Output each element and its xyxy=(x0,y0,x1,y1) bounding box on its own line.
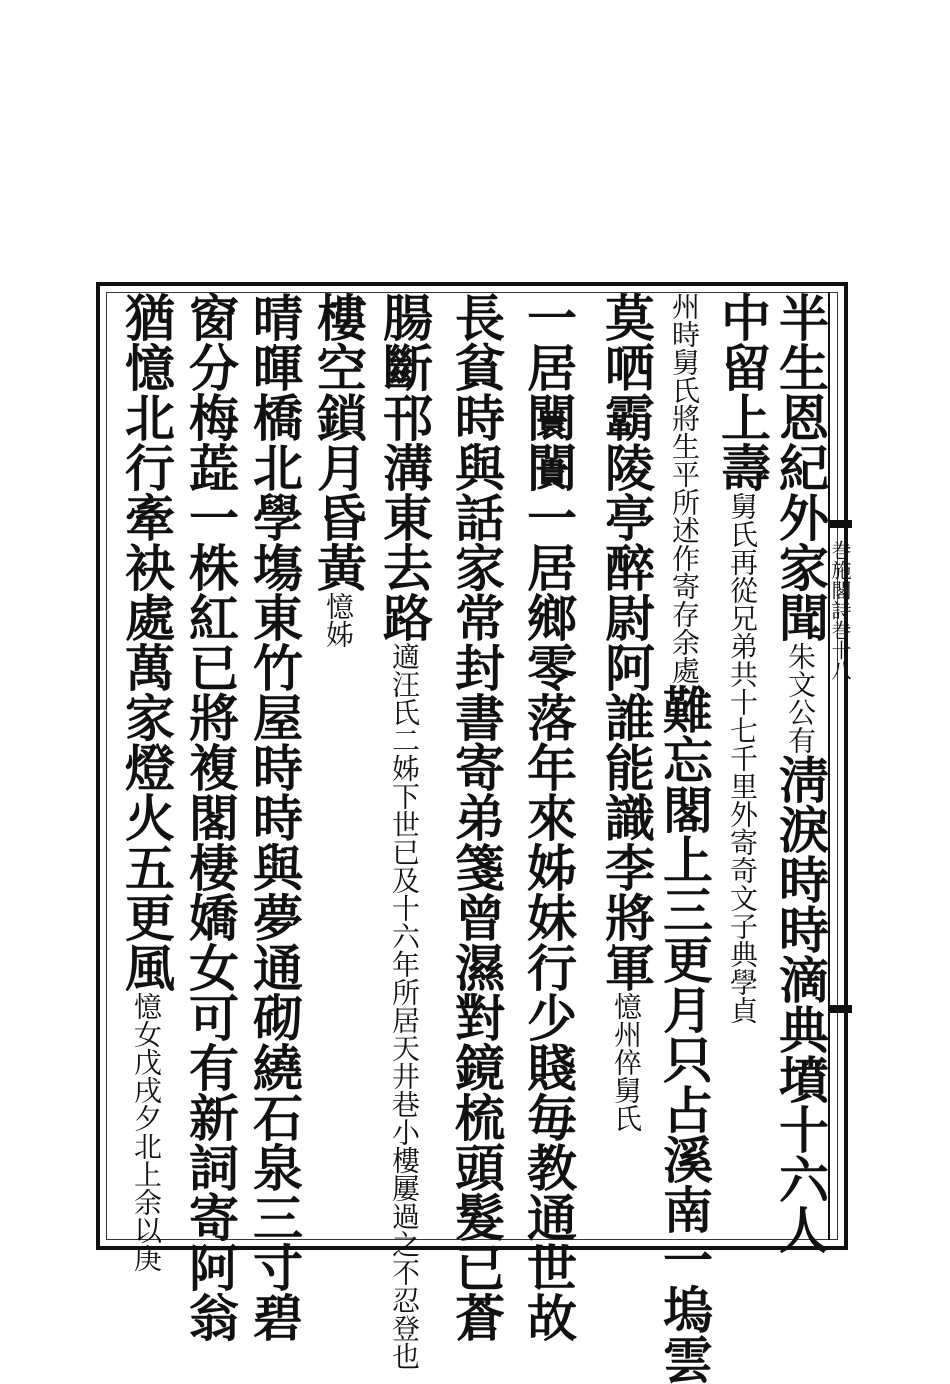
running-title: 巻施閣詩巻十八 xyxy=(828,540,852,680)
text-column-5 xyxy=(518,292,578,1342)
column-note: 朱文公有 xyxy=(784,642,817,754)
text-column-9 xyxy=(244,292,304,1342)
column-note: 余以庚 xyxy=(130,1188,163,1272)
text-column-6 xyxy=(446,292,506,1342)
column-note: 子典學貞 xyxy=(726,912,759,1024)
column-main-text: 猶憶北行牽袂處萬家燈火五更風 xyxy=(117,292,176,992)
column-main-text: 難忘閣上三更月只占溪南一塢雲 xyxy=(655,684,714,1384)
column-main-text: 半生恩紀外家聞 xyxy=(771,292,830,642)
column-main-text: 中留上壽 xyxy=(713,292,772,492)
column-main-text: 窗分梅蕋一株紅已將複閣棲嬌女可有新詞寄阿翁 xyxy=(181,292,240,1342)
column-main-text: 晴暉橋北學塲東竹屋時時與夢通砌繞石泉三寸碧 xyxy=(245,292,304,1342)
column-note: 舅氏再從兄弟共十七千里外寄奇文 xyxy=(726,492,759,912)
text-column-11 xyxy=(116,292,176,1272)
text-column-10 xyxy=(180,292,240,1342)
column-main-text: 莫哂霸陵亭醉尉阿誰能識李將軍 xyxy=(597,292,656,992)
fish-tail-top-icon xyxy=(828,520,852,528)
text-column-7 xyxy=(374,292,434,1370)
fish-tail-bottom-icon xyxy=(828,1005,852,1013)
column-main-text: 一居闤闠一居鄉零落年來姊妹行少賤毎教通世故 xyxy=(519,292,578,1342)
column-note: 憶女戊戌夕北上 xyxy=(130,992,163,1188)
column-note: 州時舅氏將生平所述作寄存余處 xyxy=(668,292,701,684)
column-main-text: 淸淚時時滴典墳十六人 xyxy=(771,754,830,1254)
text-column-3 xyxy=(654,292,714,1384)
column-note: 憶州倅舅氏 xyxy=(610,992,643,1132)
column-note: 憶姊 xyxy=(322,592,355,648)
center-margin xyxy=(828,292,852,1240)
text-column-8 xyxy=(308,292,368,648)
column-main-text: 長貧時與話家常封書寄弟箋曾濕對鏡梳頭髮已蒼 xyxy=(447,292,506,1342)
column-note: 適汪氏二姊下世已及十六年所居天井巷小樓屢過之不忍登也 xyxy=(388,642,421,1370)
text-column-4 xyxy=(596,292,656,1132)
text-column-2 xyxy=(712,292,772,1024)
column-main-text: 樓空鎖月昏黃 xyxy=(309,292,368,592)
column-main-text: 腸斷邗溝東去路 xyxy=(375,292,434,642)
text-column-1 xyxy=(770,292,830,1254)
